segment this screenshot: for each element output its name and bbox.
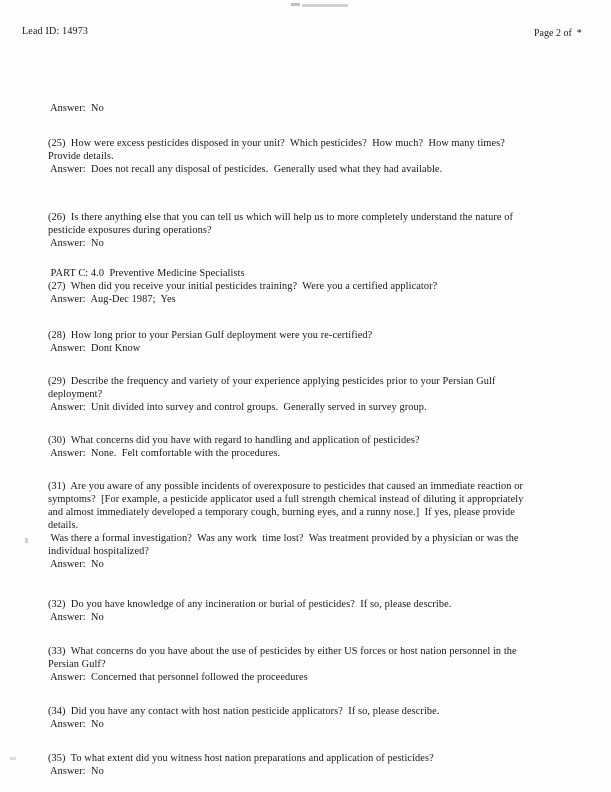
section-heading: PART C: 4.0 Preventive Medicine Specialists [48,268,245,279]
question-text: (28) How long prior to your Persian Gulf deployment were you re-certified? [48,330,373,341]
lead-id-label: Lead ID: 14973 [22,26,89,37]
question-block-26 [48,211,593,250]
question-text: (34) Did you have any contact with host nation pesticide applicators? If so, please describe. [48,706,440,717]
question-block-34 [48,705,593,731]
question-text: (30) What concerns did you have with regard to handling and application of pesticides? [48,435,420,446]
question-text: (27) When did you receive your initial pesticides training? Were you a certified applicator? [48,281,438,292]
question-text: details. [48,520,79,531]
question-text: Was there a formal investigation? Was any work time lost? Was treatment provided by a physician or was the [48,533,519,544]
answer-text: Answer: No [48,766,104,777]
question-text: (25) How were excess pesticides disposed in your unit? Which pesticides? How much? How many times? [48,138,505,149]
answer-text: Answer: Concerned that personnel followed the proceedures [48,672,308,683]
question-block-32 [48,598,593,624]
answer-text: Answer: No [48,559,104,570]
part-c-block [48,267,593,306]
scan-artifact-top-line [302,4,348,7]
question-text: (32) Do you have knowledge of any incineration or burial of pesticides? If so, please describe. [48,599,452,610]
answer-text: Answer: Unit divided into survey and control groups. Generally served in survey group. [48,402,427,413]
page-number-label: Page 2 of * [534,28,582,39]
scan-artifact-bottom-dot [10,757,16,760]
question-text: pesticide exposures during operations? [48,225,212,236]
answer-text: Answer: Dont Know [48,343,141,354]
answer-text: Answer: No [48,103,104,114]
scan-artifact-top-dash [291,3,300,6]
question-text: Persian Gulf? [48,659,106,670]
question-block-33 [48,645,593,684]
question-text: Provide details. [48,151,114,162]
question-text: deployment? [48,389,103,400]
question-text: (26) Is there anything else that you can tell us which will help us to more completely understand the nature of [48,212,513,223]
question-block-35 [48,752,593,778]
answer-text: Answer: No [48,612,104,623]
question-text: (35) To what extent did you witness host nation preparations and application of pesticides? [48,753,434,764]
question-block-30 [48,434,593,460]
question-text: (33) What concerns do you have about the use of pesticides by either US forces or host nation personnel in the [48,646,517,657]
question-text: (29) Describe the frequency and variety of your experience applying pesticides prior to your Persian Gulf [48,376,496,387]
answer-text: Answer: Aug-Dec 1987; Yes [48,294,176,305]
question-block-25 [48,137,593,176]
question-block-29 [48,375,593,414]
answer-text: Answer: None. Felt comfortable with the procedures. [48,448,281,459]
scan-artifact-left-tick [25,538,28,543]
question-text: and almost immediately developed a temporary cough, burning eyes, and a runny nose.] If yes, please provide [48,507,515,518]
question-text: (31) Are you aware of any possible incidents of overexposure to pesticides that caused an immediate reaction or [48,481,523,492]
answer-block-orphan [48,102,593,115]
question-block-28 [48,329,593,355]
question-text: individual hospitalized? [48,546,150,557]
answer-text: Answer: No [48,238,104,249]
answer-text: Answer: Does not recall any disposal of pesticides. Generally used what they had available. [48,164,443,175]
question-block-31 [48,480,593,571]
answer-text: Answer: No [48,719,104,730]
question-text: symptoms? [For example, a pesticide applicator used a full strength chemical instead of diluting it appropriately [48,494,524,505]
